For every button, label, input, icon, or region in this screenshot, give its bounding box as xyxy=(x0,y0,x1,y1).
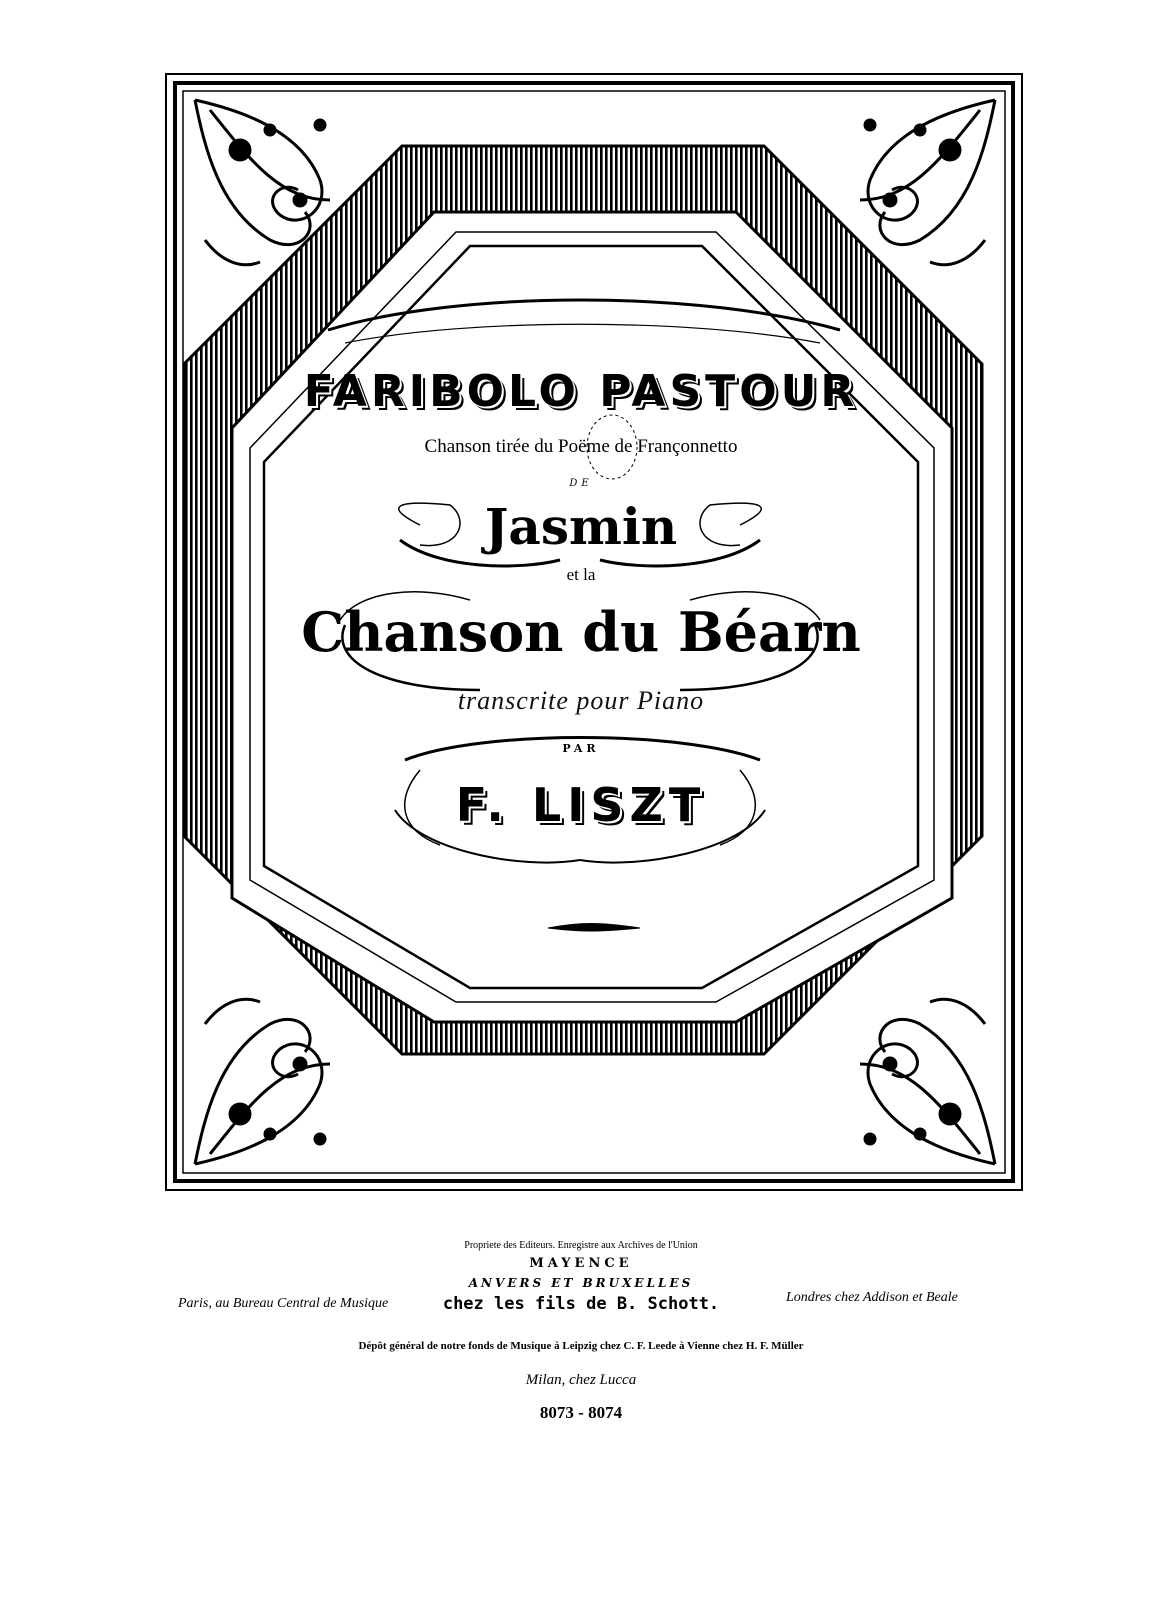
transcription-note: transcrite pour Piano xyxy=(457,686,705,715)
title: FARIBOLO PASTOUR xyxy=(303,366,859,417)
depot-notice: Dépôt général de notre fonds de Musique à Leipzig chez C. F. Leede à Vienne chez H. F. Müller xyxy=(358,1340,804,1352)
paris-agent: Paris, au Bureau Central de Musique xyxy=(178,1296,389,1311)
corner-ornament-top-right xyxy=(860,100,995,265)
de-label: DE xyxy=(569,478,593,489)
london-agent: Londres chez Addison et Beale xyxy=(786,1290,958,1305)
milan-agent: Milan, chez Lucca xyxy=(525,1372,637,1388)
rights-notice: Propriete des Editeurs. Enregistre aux Archives de l'Union xyxy=(464,1240,698,1251)
corner-ornament-bottom-left xyxy=(195,999,330,1164)
publisher-city: MAYENCE xyxy=(529,1256,633,1271)
poet-name: Jasmin xyxy=(484,497,678,556)
publisher-name: chez les fils de B. Schott. xyxy=(442,1294,720,1314)
corner-ornament-bottom-right xyxy=(860,999,995,1164)
et-la-label: et la xyxy=(566,565,596,584)
chanson-title: Chanson du Béarn xyxy=(301,600,861,664)
par-label: PAR xyxy=(562,742,600,755)
composer-name: F. LISZT xyxy=(455,778,707,832)
plate-number: 8073 - 8074 xyxy=(539,1403,623,1422)
publisher-branches: ANVERS ET BRUXELLES xyxy=(468,1276,694,1290)
subtitle: Chanson tirée du Poëme de Françonnetto xyxy=(424,436,738,457)
